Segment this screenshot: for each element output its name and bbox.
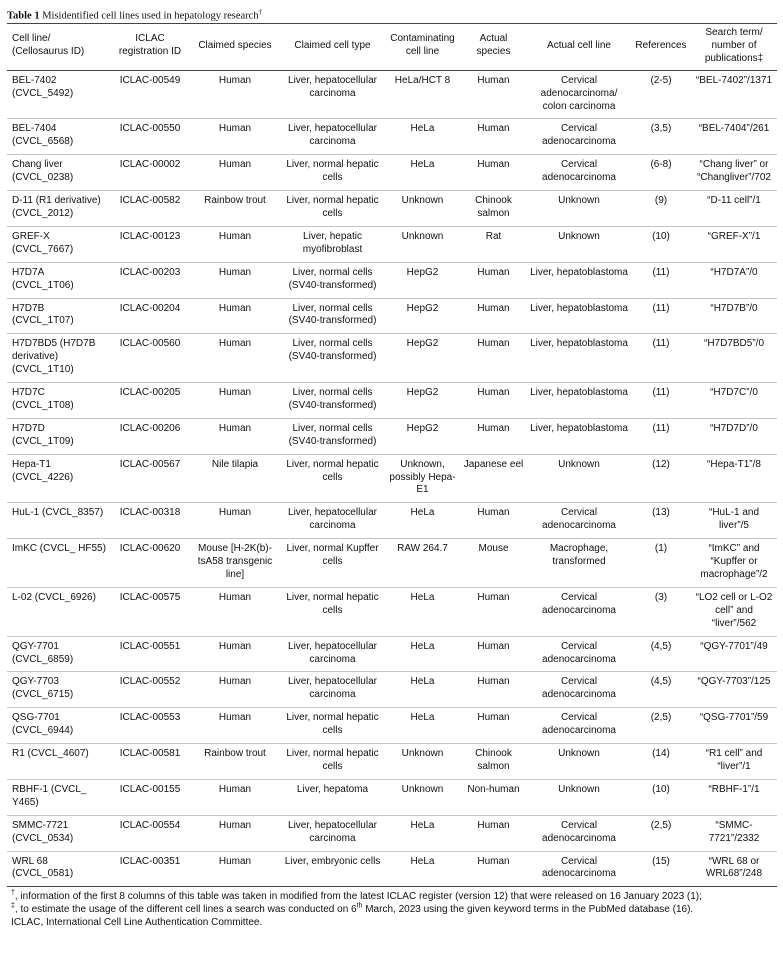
cell-claimed-species: Human [218,591,252,603]
cell-iclac-id: ICLAC-00318 [119,507,181,519]
cell-search-term: “H7D7B”/0 [710,302,758,314]
cell-contaminating-cell-line: HeLa [410,676,435,688]
column-header-text: number of [711,39,757,51]
column-header-text: Cell line/ [12,33,51,45]
cell-claimed-cell-type: Liver, normal cells (SV40-transformed) [288,338,377,363]
cell-references: (4,5) [650,676,672,688]
cell-claimed-cell-type: Liver, normal hepatic cells [286,712,379,737]
cell-contaminating-cell-line: HeLa [410,507,435,519]
cell-cell-line: BEL-7404 (CVCL_6568) [12,123,74,148]
cell-cell-line: QGY-7703 (CVCL_6715) [12,676,74,701]
cell-iclac-id: ICLAC-00567 [119,458,181,470]
table-row [7,119,777,155]
cell-actual-species: Human [477,855,510,867]
cell-references: (3) [654,591,668,603]
cell-actual-cell-line: Liver, hepatoblastoma [530,387,628,399]
cell-iclac-id: ICLAC-00552 [119,676,181,688]
table-row [7,70,777,119]
column-header-actual-species [460,24,527,71]
cell-references: (12) [652,458,670,470]
cell-search-term: “QSG-7701”/59 [699,712,769,724]
footnote-1 [11,890,777,903]
cell-contaminating-cell-line: HeLa [410,591,435,603]
table-row [7,226,777,262]
cell-search-term: “BEL-7402”/1371 [695,74,773,86]
table-row [7,334,777,383]
cell-claimed-species: Human [218,302,252,314]
footnote-1-text: , information of the first 8 columns of this table was taken in modified from the latest ICLAC register (version 12) that were released on 16 January 2023 (1); [14,891,702,903]
cell-cell-line: R1 (CVCL_4607) [12,748,89,760]
cell-claimed-cell-type: Liver, normal Kupffer cells [286,543,379,568]
cell-actual-species: Human [477,591,510,603]
table-row [7,383,777,419]
column-header-text: Actual [479,33,508,45]
cell-cell-line: H7D7BD5 (H7D7B derivative) (CVCL_1T10) [12,338,96,376]
cell-search-term: “QGY-7701”/49 [700,640,768,652]
cell-claimed-species: Human [218,676,252,688]
table-row [7,539,777,588]
cell-iclac-id: ICLAC-00203 [119,266,181,278]
cell-claimed-cell-type: Liver, hepatocellular carcinoma [288,507,377,532]
cell-search-term: “D-11 cell”/1 [707,195,761,207]
cell-claimed-species: Rainbow trout [204,748,266,760]
column-header-text: registration ID [118,46,182,58]
cell-iclac-id: ICLAC-00155 [119,783,181,795]
column-header-search-term [691,24,777,71]
cell-actual-species: Human [477,302,510,314]
cell-iclac-id: ICLAC-00582 [119,195,181,207]
cell-actual-cell-line: Liver, hepatoblastoma [530,302,628,314]
cell-cell-line: RBHF-1 (CVCL_ Y465) [12,783,87,808]
cell-claimed-cell-type: Liver, normal hepatic cells [286,458,379,483]
table-row [7,262,777,298]
cell-references: (11) [652,302,670,314]
cell-iclac-id: ICLAC-00551 [119,640,181,652]
cell-actual-species: Human [477,422,510,434]
cell-contaminating-cell-line: Unknown [401,783,444,795]
cell-contaminating-cell-line: RAW 264.7 [397,543,448,555]
cell-actual-species: Human [477,507,510,519]
cell-references: (6-8) [650,159,672,171]
table-title: Misidentified cell lines used in hepatology research [42,10,259,22]
cell-claimed-species: Human [218,266,252,278]
cell-actual-species: Japanese eel [463,458,524,470]
cell-search-term: “LO2 cell or L-O2 cell” and “liver”/562 [695,591,773,629]
cell-claimed-species: Human [218,230,252,242]
cell-actual-cell-line: Unknown [558,458,600,470]
cell-contaminating-cell-line: HeLa [410,123,435,135]
cell-search-term: “H7D7D”/0 [710,422,758,434]
footnote-2-mark: ‡ [11,902,15,910]
cell-actual-species: Human [477,387,510,399]
cell-cell-line: HuL-1 (CVCL_8357) [12,507,104,519]
cell-actual-cell-line: Cervical adenocarcinoma/ colon carcinoma [540,74,618,112]
cell-iclac-id: ICLAC-00549 [119,74,181,86]
cell-contaminating-cell-line: Unknown [401,195,444,207]
cell-actual-species: Mouse [478,543,509,555]
cell-actual-cell-line: Cervical adenocarcinoma [542,159,616,184]
column-header-claimed-species [190,24,280,71]
cell-references: (2,5) [650,712,672,724]
cell-actual-species: Human [477,712,510,724]
cell-search-term: “ImKC” and “Kupffer or macrophage”/2 [700,543,768,580]
cell-actual-species: Human [477,338,510,350]
table-row [7,454,777,503]
cell-cell-line: D-11 (R1 derivative) (CVCL_2012) [12,195,101,219]
table-row [7,418,777,454]
cell-actual-species: Human [477,676,510,688]
cell-claimed-cell-type: Liver, normal cells (SV40-transformed) [288,266,377,291]
table-body [7,70,777,887]
footnote-2-ordinal: th [356,902,363,910]
cell-claimed-species: Human [218,74,252,86]
cell-actual-cell-line: Cervical adenocarcinoma [542,819,616,844]
table-container [7,4,777,929]
cell-references: (10) [652,783,670,795]
table-row [7,815,777,851]
cell-search-term: “HuL-1 and liver”/5 [708,507,760,532]
cell-contaminating-cell-line: HepG2 [406,387,439,399]
column-header-text: Contaminating [390,33,455,45]
cell-claimed-cell-type: Liver, normal hepatic cells [286,195,379,219]
header-row [7,24,777,71]
cell-actual-cell-line: Cervical adenocarcinoma [542,855,616,880]
cell-iclac-id: ICLAC-00351 [119,855,181,867]
cell-actual-cell-line: Cervical adenocarcinoma [542,591,616,616]
cell-claimed-species: Rainbow trout [204,195,266,207]
cell-contaminating-cell-line: Unknown [401,748,444,760]
cell-claimed-species: Human [218,123,252,135]
table-row [7,672,777,708]
column-header-text: Claimed cell type [294,39,371,51]
cell-actual-species: Non-human [467,783,520,795]
cell-iclac-id: ICLAC-00575 [119,591,181,603]
column-header-contaminating-cell-line [385,24,460,71]
cell-actual-species: Chinook salmon [475,748,512,772]
cell-claimed-species: Human [218,338,252,350]
column-header-text: Claimed species [198,39,272,51]
table-row [7,503,777,539]
cell-contaminating-cell-line: Unknown, possibly Hepa-E1 [389,458,456,496]
cell-actual-species: Human [477,819,510,831]
cell-claimed-cell-type: Liver, normal hepatic cells [286,748,379,772]
cell-actual-cell-line: Cervical adenocarcinoma [542,123,616,148]
cell-iclac-id: ICLAC-00620 [119,543,181,555]
footnote-1-mark: † [11,889,15,897]
table-row [7,744,777,780]
cell-actual-cell-line: Liver, hepatoblastoma [530,266,628,278]
cell-references: (13) [652,507,670,519]
table-row [7,191,777,227]
footnote-3: ICLAC, International Cell Line Authentication Committee. [11,917,263,929]
cell-actual-cell-line: Unknown [558,783,600,795]
cell-iclac-id: ICLAC-00581 [119,748,181,760]
cell-references: (3,5) [650,123,672,135]
cell-actual-species: Human [477,266,510,278]
cell-contaminating-cell-line: HeLa [410,159,435,171]
cell-claimed-species: Nile tilapia [211,458,259,470]
cell-references: (2-5) [650,74,672,86]
cell-search-term: “Chang liver” or “Changliver”/702 [697,159,771,184]
cell-cell-line: H7D7B (CVCL_1T07) [12,302,74,327]
cell-claimed-species: Human [218,640,252,652]
cell-actual-species: Rat [485,230,502,242]
cell-references: (4,5) [650,640,672,652]
cell-search-term: “WRL 68 or WRL68”/248 [705,855,763,880]
cell-claimed-species: Mouse [H-2K(b)-tsA58 transgenic line] [197,543,273,580]
cell-search-term: “SMMC-7721”/2332 [708,819,760,844]
cell-iclac-id: ICLAC-00205 [119,387,181,399]
column-header-text: Search term/ [705,27,763,38]
cell-actual-species: Human [477,159,510,171]
cell-references: (9) [654,195,668,207]
cell-actual-cell-line: Unknown [558,230,600,242]
table-row [7,851,777,887]
cell-search-term: “Hepa-T1”/8 [707,458,761,470]
cell-actual-species: Chinook salmon [475,195,512,219]
cell-references: (2,5) [650,819,672,831]
cell-actual-cell-line: Macrophage, transformed [549,543,609,568]
cell-contaminating-cell-line: Unknown [401,230,444,242]
column-header-text: publications‡ [704,52,764,64]
cell-claimed-cell-type: Liver, embryonic cells [284,855,381,867]
cell-claimed-species: Human [218,783,252,795]
cell-search-term: “H7D7BD5”/0 [703,338,765,350]
table-row [7,587,777,636]
cell-actual-cell-line: Cervical adenocarcinoma [542,712,616,737]
cell-claimed-species: Human [218,507,252,519]
column-header-text: species [476,46,511,58]
cell-contaminating-cell-line: HepG2 [406,422,439,434]
cell-references: (11) [652,387,670,399]
cell-iclac-id: ICLAC-00204 [119,302,181,314]
column-header-actual-cell-line [527,24,631,71]
cell-cell-line: SMMC-7721 (CVCL_0534) [12,819,74,844]
cell-claimed-cell-type: Liver, normal cells (SV40-transformed) [288,302,377,327]
cell-search-term: “R1 cell” and “liver”/1 [705,748,763,772]
column-header-text: ICLAC [135,33,165,45]
cell-search-term: “H7D7A”/0 [710,266,758,278]
table-row [7,636,777,672]
cell-cell-line: Chang liver (CVCL_0238) [12,159,74,184]
cell-cell-line: WRL 68 (CVCL_0581) [12,855,74,880]
cell-contaminating-cell-line: HepG2 [406,338,439,350]
caption-footnote-mark: † [258,8,263,16]
footnote-2-text: , to estimate the usage of the different cell lines a search was conducted on 6 [14,904,357,916]
table-label: Table 1 [7,10,40,22]
cell-actual-cell-line: Cervical adenocarcinoma [542,676,616,701]
cell-cell-line: QSG-7701 (CVCL_6944) [12,712,74,737]
column-header-text: cell line [405,46,440,58]
cell-claimed-species: Human [218,855,252,867]
cell-references: (10) [652,230,670,242]
cell-cell-line: Hepa-T1 (CVCL_4226) [12,458,74,483]
cell-claimed-cell-type: Liver, normal cells (SV40-transformed) [288,422,377,447]
column-header-references [631,24,691,71]
cell-contaminating-cell-line: HeLa/HCT 8 [394,74,451,86]
cell-actual-cell-line: Liver, hepatoblastoma [530,422,628,434]
cell-actual-species: Human [477,640,510,652]
cell-references: (11) [652,422,670,434]
cell-cell-line: H7D7A (CVCL_1T06) [12,266,74,291]
table-row [7,155,777,191]
cell-actual-cell-line: Unknown [558,748,600,760]
cell-claimed-cell-type: Liver, hepatocellular carcinoma [288,640,377,665]
footnote-2-text-end: March, 2023 using the given keyword terms in the PubMed database (16). [362,904,694,916]
cell-contaminating-cell-line: HepG2 [406,302,439,314]
cell-cell-line: H7D7C (CVCL_1T08) [12,387,74,411]
cell-contaminating-cell-line: HeLa [410,855,435,867]
cell-lines-table [7,23,777,887]
cell-claimed-cell-type: Liver, normal cells (SV40-transformed) [288,387,377,411]
footnotes [7,890,777,929]
cell-claimed-cell-type: Liver, normal hepatic cells [286,591,379,616]
cell-claimed-cell-type: Liver, hepatic myofibroblast [302,230,363,255]
cell-claimed-species: Human [218,422,252,434]
cell-actual-cell-line: Unknown [558,195,600,207]
cell-claimed-cell-type: Liver, hepatocellular carcinoma [288,819,377,844]
column-header-iclac-id [110,24,190,71]
cell-claimed-species: Human [218,159,252,171]
cell-cell-line: GREF-X (CVCL_7667) [12,230,74,255]
cell-claimed-cell-type: Liver, hepatoma [296,783,369,795]
cell-references: (14) [652,748,670,760]
cell-contaminating-cell-line: HeLa [410,712,435,724]
cell-actual-cell-line: Cervical adenocarcinoma [542,507,616,532]
table-row [7,298,777,334]
cell-cell-line: H7D7D (CVCL_1T09) [12,422,74,447]
cell-claimed-species: Human [218,712,252,724]
cell-iclac-id: ICLAC-00560 [119,338,181,350]
column-header-cell-line [7,24,110,71]
cell-claimed-species: Human [218,819,252,831]
table-caption [7,4,777,20]
cell-iclac-id: ICLAC-00002 [119,159,181,171]
cell-iclac-id: ICLAC-00206 [119,422,181,434]
cell-cell-line: ImKC (CVCL_ HF55) [12,543,106,555]
cell-references: (15) [652,855,670,867]
cell-claimed-cell-type: Liver, normal hepatic cells [286,159,379,184]
cell-actual-species: Human [477,123,510,135]
cell-actual-species: Human [477,74,510,86]
cell-references: (1) [654,543,668,555]
cell-cell-line: L-02 (CVCL_6926) [12,591,96,603]
cell-claimed-cell-type: Liver, hepatocellular carcinoma [288,74,377,99]
cell-contaminating-cell-line: HepG2 [406,266,439,278]
column-header-text: Actual cell line [547,39,611,51]
cell-search-term: “BEL-7404”/261 [698,123,770,135]
cell-cell-line: QGY-7701 (CVCL_6859) [12,640,74,665]
cell-references: (11) [652,266,670,278]
cell-iclac-id: ICLAC-00123 [119,230,181,242]
cell-search-term: “H7D7C”/0 [710,387,758,399]
cell-references: (11) [652,338,670,350]
cell-contaminating-cell-line: HeLa [410,819,435,831]
column-header-claimed-cell-type [280,24,385,71]
cell-cell-line: BEL-7402 (CVCL_5492) [12,74,74,99]
cell-claimed-cell-type: Liver, hepatocellular carcinoma [288,123,377,148]
cell-iclac-id: ICLAC-00554 [119,819,181,831]
table-row [7,779,777,815]
cell-iclac-id: ICLAC-00550 [119,123,181,135]
cell-search-term: “RBHF-1”/1 [708,783,760,795]
cell-claimed-cell-type: Liver, hepatocellular carcinoma [288,676,377,701]
table-row [7,708,777,744]
column-header-text: (Cellosaurus ID) [12,46,85,58]
cell-actual-cell-line: Cervical adenocarcinoma [542,640,616,665]
cell-iclac-id: ICLAC-00553 [119,712,181,724]
cell-claimed-species: Human [218,387,252,399]
footnote-2 [11,903,777,916]
cell-contaminating-cell-line: HeLa [410,640,435,652]
cell-search-term: “GREF-X”/1 [707,230,761,242]
cell-search-term: “QGY-7703”/125 [697,676,771,688]
cell-actual-cell-line: Liver, hepatoblastoma [530,338,628,350]
column-header-text: References [635,39,687,51]
